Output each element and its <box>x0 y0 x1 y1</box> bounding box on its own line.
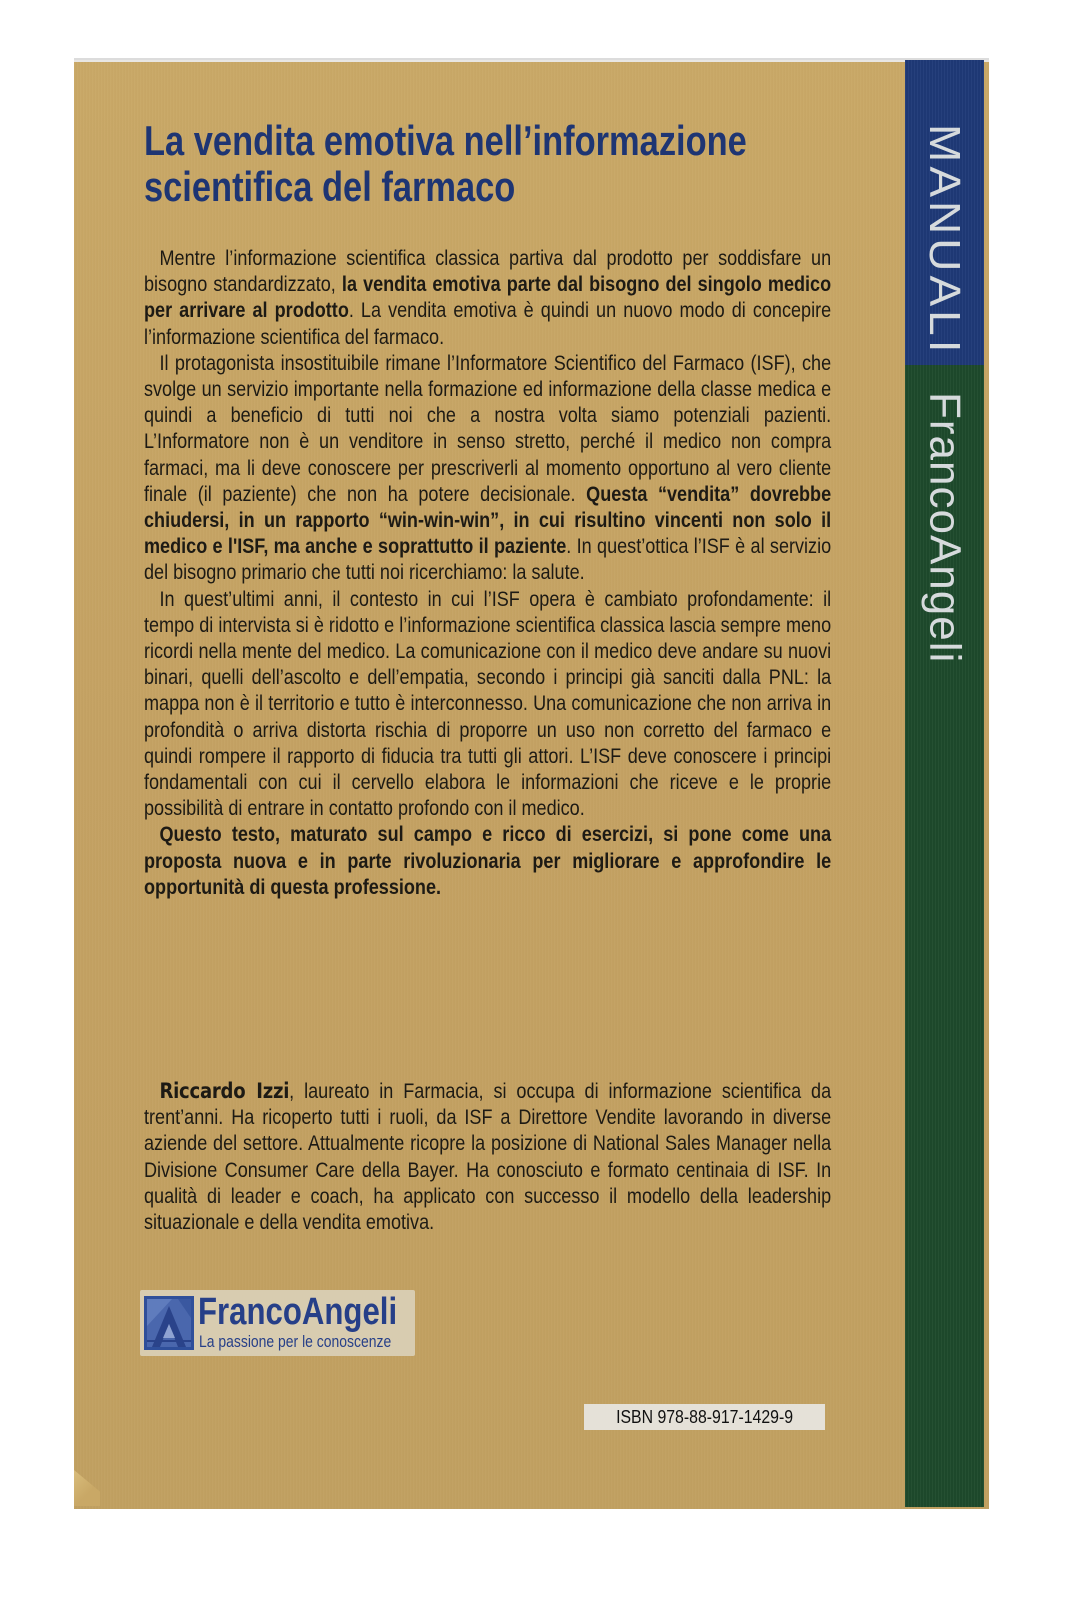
author-bio-paragraph <box>144 1078 831 1236</box>
description-emphasis: Questa “vendita” dovrebbe chiudersi, in un rapporto “win-win-win”, in cui risultino vincenti non solo il medico e l'ISF, ma anche e soprattutto il paziente <box>144 482 832 559</box>
description-text: Il protagonista insostituibile rimane l’Informatore Scientifico del Farmaco (ISF), che svolge un servizio importante nella formazione ed informazione della classe medica e quindi a beneficio di tutti noi che a nostra volta siamo potenziali pazienti. L’Informatore non è un venditore in senso stretto, perché il medico non compra farmaci, ma li deve conoscere per prescriverli al momento opportuno al vero cliente finale (il paziente) che non ha potere decisionale. <box>144 351 832 506</box>
spine-publisher-text: FrancoAngeli <box>920 392 970 664</box>
book-description <box>144 246 831 901</box>
series-label <box>905 120 984 360</box>
publisher-logo-tagline: La passione per le conoscenze <box>199 1332 392 1351</box>
spine-band <box>905 60 984 1507</box>
description-paragraphs <box>144 246 831 901</box>
description-text: In quest’ultimi anni, il contesto in cui l’ISF opera è cambiato profondamente: il tempo di intervista si è ridotto e l’informazione scientifica classica lascia sempre meno ricordi nella mente del medico. La comunicazione con il medico deve andare su nuovi binari, quelli dell’ascolto e dell’empatia, secondo i principi già sanciti dalla PNL: la mappa non è il territorio e tutto è interconnesso. Una comunicazione che non arriva in profondità o arriva distorta rischia di proporre un uso non corretto del farmaco e quindi rompere il rapporto di fiducia tra tutti gli attori. L’ISF deve conoscere i principi fondamentali con cui il cervello elabora le informazioni che riceve e le proprie possibilità di entrare in contatto profondo con il medico. <box>144 587 832 821</box>
book-title-line-2: scientifica del farmaco <box>144 163 516 210</box>
description-text: . La vendita emotiva è quindi un nuovo modo di concepire l’informazione scientifica del farmaco. <box>144 299 832 349</box>
spine-publisher-label <box>905 378 984 678</box>
isbn-text: ISBN 978-88-917-1429-9 <box>615 1406 793 1427</box>
book-title <box>144 118 849 210</box>
author-bio <box>144 1078 831 1236</box>
description-emphasis: Questo testo, maturato sul campo e ricco di esercizi, si pone come una proposta nuova e in parte rivoluzionaria per migliorare e approfondire le opportunità di questa professione. <box>144 823 832 899</box>
publisher-logo <box>140 1290 415 1356</box>
description-text: . In quest’ottica l’ISF è al servizio del bisogno primario che tutti noi ricerchiamo: la salute. <box>144 535 832 585</box>
description-text: Mentre l’informazione scientifica classica partiva dal prodotto per soddisfare un bisogno standardizzato, <box>144 247 832 297</box>
description-emphasis: la vendita emotiva parte dal bisogno del singolo medico per arrivare al prodotto <box>144 273 832 323</box>
description-paragraph <box>144 587 831 823</box>
author-name: Riccardo Izzi <box>159 1079 290 1103</box>
isbn-label <box>584 1404 825 1430</box>
series-label-text: MANUALI <box>919 123 970 357</box>
description-paragraph <box>144 351 831 587</box>
description-paragraph <box>144 246 831 351</box>
author-bio-text: , laureato in Farmacia, si occupa di informazione scientifica da trent’anni. Ha ricoperto tutti i ruoli, da ISF a Direttore Vendite lavorando in diverse aziende del settore. Attualmente ricopre la posizione di National Sales Manager nella Divisione Consumer Care della Bayer. Ha conosciuto e formato centinaia di ISF. In qualità di leader e coach, ha applicato con successo il modello della leadership situazionale e della vendita emotiva. <box>144 1080 832 1235</box>
publisher-logo-name: FrancoAngeli <box>198 1291 398 1333</box>
franco-angeli-a-logo-icon <box>144 1296 194 1350</box>
description-paragraph <box>144 822 831 901</box>
book-title-line-1: La vendita emotiva nell’informazione <box>144 117 747 164</box>
